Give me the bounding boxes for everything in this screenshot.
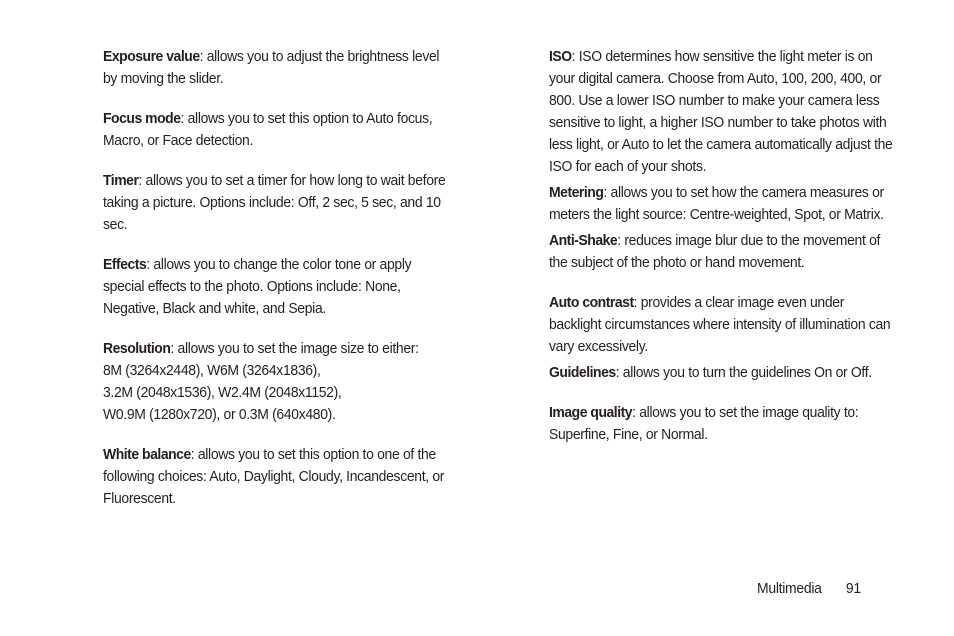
entry-exposure-value [103, 46, 453, 90]
resolution-option-line: W0.9M (1280x720), or 0.3M (640x480). [103, 406, 336, 423]
entry-effects [103, 254, 453, 320]
entry-description: : allows you to set this option to Auto focus, Macro, or Face detection. [103, 110, 433, 149]
entry-term: Metering [549, 184, 604, 201]
resolution-option-line: 3.2M (2048x1536), W2.4M (2048x1152), [103, 384, 342, 401]
left-column [103, 46, 453, 510]
entry-description: : allows you to set a timer for how long to wait before taking a picture. Options include: Off, 2 sec, 5 sec, and 10 sec. [103, 172, 446, 233]
entry-term: Auto contrast [549, 294, 634, 311]
entry-term: Effects [103, 256, 147, 273]
entry-white-balance [103, 444, 453, 510]
entry-description: : allows you to set this option to one of the following choices: Auto, Daylight, Cloudy, Incandescent, or Fluorescent. [103, 446, 445, 507]
entry-focus-mode [103, 108, 453, 152]
entry-description: : allows you to set the image quality to: Superfine, Fine, or Normal. [549, 404, 859, 443]
entry-term: White balance [103, 446, 191, 463]
entry-resolution [103, 338, 453, 426]
entry-metering [549, 182, 899, 226]
entry-term: Exposure value [103, 48, 200, 65]
entry-description: : allows you to set how the camera measures or meters the light source: Centre-weighted, Spot, or Matrix. [549, 184, 884, 223]
footer-section-title: Multimedia [757, 580, 822, 597]
entry-description: : allows you to change the color tone or apply special effects to the photo. Options include: None, Negative, Black and white, and Sepia. [103, 256, 412, 317]
entry-auto-contrast [549, 292, 899, 358]
entry-anti-shake [549, 230, 899, 274]
entry-term: Anti-Shake [549, 232, 618, 249]
entry-timer [103, 170, 453, 236]
entry-description: : provides a clear image even under backlight circumstances where intensity of illumination can vary excessively. [549, 294, 891, 355]
entry-image-quality [549, 402, 899, 446]
entry-term: ISO [549, 48, 572, 65]
resolution-option-line: 8M (3264x2448), W6M (3264x1836), [103, 362, 321, 379]
page-footer [757, 578, 861, 600]
entry-term: Focus mode [103, 110, 181, 127]
entry-description: : ISO determines how sensitive the light meter is on your digital camera. Choose from Auto, 100, 200, 400, or 800. Use a lower ISO number to make your camera less sensitive to light, a higher ISO number to take photos with less light, or Auto to let the camera automatically adjust the ISO for each of your shots. [549, 48, 893, 175]
page-number: 91 [845, 580, 861, 597]
entry-term: Timer [103, 172, 139, 189]
entry-description: : allows you to adjust the brightness level by moving the slider. [103, 48, 440, 87]
entry-term: Image quality [549, 404, 633, 421]
entry-guidelines [549, 362, 899, 384]
entry-iso [549, 46, 899, 178]
entry-term: Resolution [103, 340, 171, 357]
entry-description: : allows you to turn the guidelines On or Off. [615, 364, 872, 381]
right-column [549, 46, 899, 446]
entry-term: Guidelines [549, 364, 616, 381]
entry-description: : allows you to set the image size to either: [170, 340, 419, 357]
entry-description: : reduces image blur due to the movement of the subject of the photo or hand movement. [549, 232, 881, 271]
